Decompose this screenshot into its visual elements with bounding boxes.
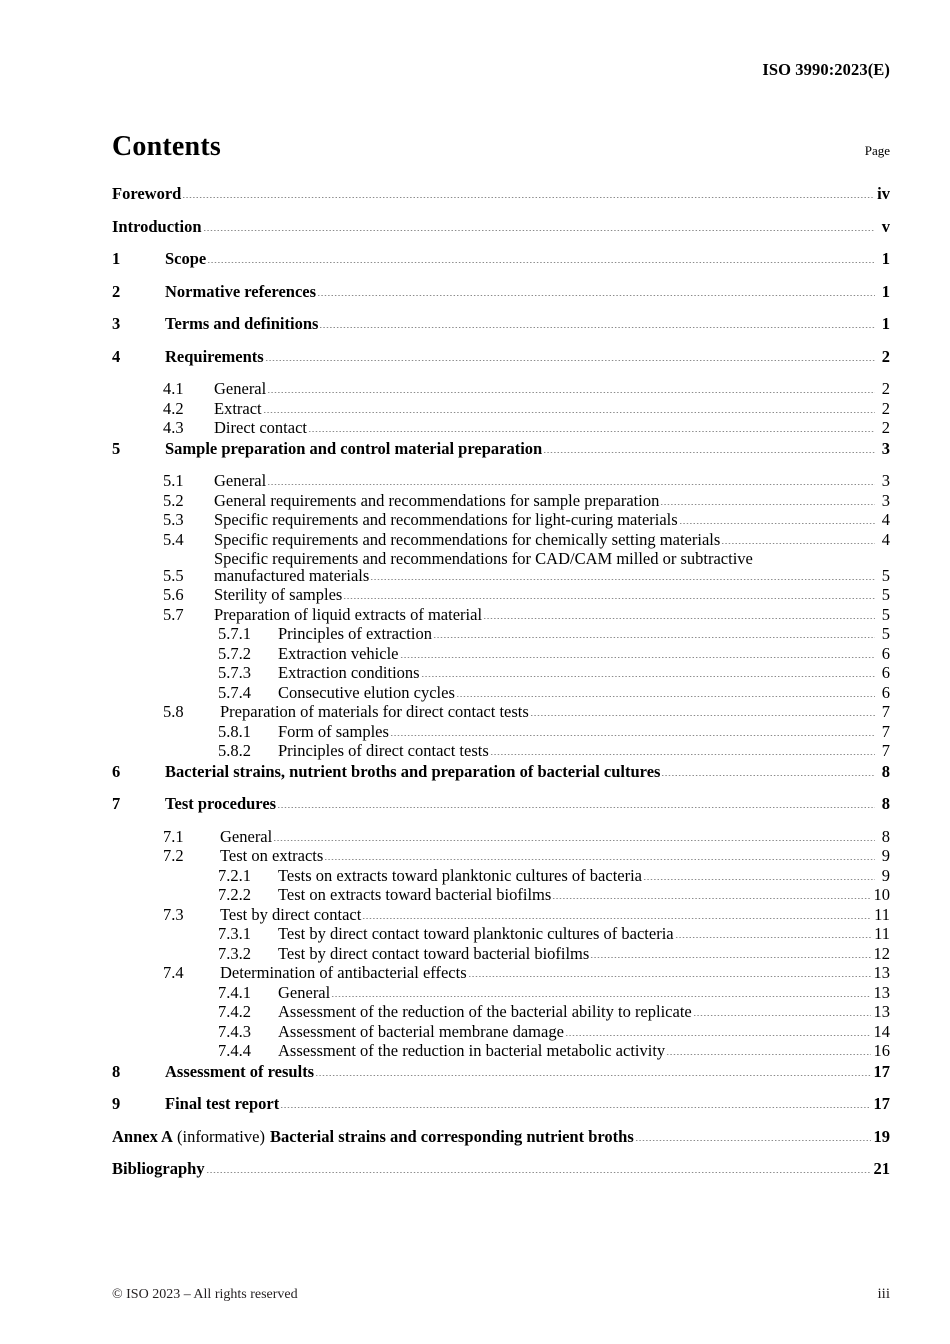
toc-entry-number: 5.2 (163, 490, 184, 510)
toc-entry-number: 7.3.2 (218, 943, 251, 963)
toc-entry-number: 5.8.2 (218, 741, 251, 760)
toc-entry-frontmatter-foreword[interactable] (112, 186, 890, 203)
toc-entry-subclause-7-2[interactable] (112, 848, 890, 865)
toc-entry-title-line2: manufactured materials (214, 565, 370, 585)
toc-entry-subsubclause-7-4-2[interactable] (112, 1004, 890, 1021)
toc-entry-annex-bacterial-strains-and-corresponding-nutrient-broths[interactable] (112, 1126, 890, 1146)
dot-leader (370, 568, 875, 585)
toc-entry-page-number: 10 (873, 885, 890, 904)
toc-entry-page-number: 9 (881, 846, 890, 865)
dot-leader (721, 532, 875, 549)
toc-entry-body (165, 1061, 890, 1081)
toc-entry-number: 4 (112, 346, 121, 366)
toc-entry-clause-1[interactable] (112, 251, 890, 268)
toc-entry-title: Bacterial strains, nutrient broths and preparation of bacterial cultures (165, 761, 661, 781)
dot-leader (362, 907, 871, 924)
toc-entry-subclause-5-8[interactable] (112, 704, 890, 721)
toc-entry-page-number: 5 (881, 624, 890, 643)
dot-leader (267, 381, 875, 398)
toc-entry-number: 7.4.1 (218, 982, 251, 1002)
toc-entry-page-number: 7 (881, 702, 890, 721)
toc-entry-page-number: iv (877, 184, 890, 203)
dot-leader (277, 796, 875, 813)
toc-entry-title: General requirements and recommendations for sample preparation (214, 490, 660, 510)
toc-entry-subsubclause-7-4-3[interactable] (112, 1021, 890, 1041)
toc-entry-number: 5 (112, 438, 121, 458)
toc-entry-body (165, 796, 890, 813)
toc-entry-page-number: 5 (881, 565, 890, 585)
dot-leader (660, 493, 875, 510)
dot-leader (565, 1024, 871, 1041)
toc-entry-number: 9 (112, 1094, 121, 1113)
toc-entry-title: General (278, 982, 331, 1002)
toc-entry-body (278, 982, 890, 1002)
toc-entry-page-number: 7 (881, 721, 890, 741)
toc-entry-subclause-4-2[interactable] (112, 398, 890, 418)
toc-entry-page-number: 1 (881, 249, 890, 268)
toc-entry-subclause-5-1[interactable] (112, 473, 890, 490)
toc-entry-page-number: 11 (874, 924, 890, 943)
toc-entry-number: 5.7.4 (218, 682, 251, 702)
toc-entry-number: 7.4.2 (218, 1002, 251, 1021)
toc-entry-title: Consecutive elution cycles (278, 682, 455, 702)
page-footer (112, 1286, 890, 1303)
toc-entry-number: 7.2 (163, 846, 184, 865)
toc-entry-title: Requirements (165, 346, 264, 366)
table-of-contents (112, 186, 890, 1194)
dot-leader (207, 251, 875, 268)
dot-leader (483, 607, 875, 624)
toc-entry-body (214, 381, 890, 398)
toc-entry-number: 5.7 (163, 604, 184, 624)
toc-entry-page-number: 5 (881, 604, 890, 624)
toc-entry-number: 5.7.1 (218, 624, 251, 643)
toc-entry-page-number: 12 (873, 943, 890, 963)
dot-leader (319, 316, 875, 333)
page-column-label: Page (864, 143, 890, 158)
toc-entry-page-number: 6 (881, 663, 890, 682)
toc-entry-title: Extract (214, 398, 262, 418)
toc-entry-body (214, 512, 890, 529)
toc-entry-title: Assessment of the reduction of the bacterial ability to replicate (278, 1002, 692, 1021)
toc-entry-frontmatter-bibliography[interactable] (112, 1161, 890, 1178)
dot-leader (661, 764, 875, 781)
toc-entry-subsubclause-5-8-1[interactable] (112, 721, 890, 741)
toc-entry-title: Principles of direct contact tests (278, 741, 489, 760)
toc-entry-subsubclause-5-7-3[interactable] (112, 665, 890, 682)
toc-entry-body (214, 529, 890, 549)
toc-entry-title: Extraction conditions (278, 663, 420, 682)
toc-entry-subclause-7-1[interactable] (112, 826, 890, 846)
toc-entry-title: Introduction (112, 216, 202, 236)
dot-leader (590, 946, 870, 963)
toc-entry-title: General (220, 826, 273, 846)
toc-entry-number: 1 (112, 249, 121, 268)
toc-entry-number: 4.3 (163, 418, 184, 437)
toc-entry-page-number: v (881, 216, 890, 236)
toc-entry-page-number: 2 (881, 346, 890, 366)
toc-entry-body (165, 316, 890, 333)
dot-leader (265, 349, 875, 366)
toc-entry-page-number: 5 (881, 585, 890, 604)
toc-entry-subsubclause-5-7-2[interactable] (112, 643, 890, 663)
toc-entry-title: Test by direct contact (220, 904, 362, 924)
toc-entry-page-number: 1 (881, 281, 890, 301)
dot-leader (530, 704, 875, 721)
toc-entry-subsubclause-5-7-4[interactable] (112, 682, 890, 702)
toc-entry-body (278, 943, 890, 963)
dot-leader (317, 284, 875, 301)
toc-entry-title: Assessment of the reduction in bacterial metabolic activity (278, 1041, 666, 1060)
toc-entry-subclause-5-6[interactable] (112, 587, 890, 604)
toc-entry-subsubclause-7-3-2[interactable] (112, 943, 890, 963)
toc-entry-number: 7.2.2 (218, 885, 251, 904)
toc-entry-page-number: 4 (881, 529, 890, 549)
toc-entry-page-number: 3 (881, 490, 890, 510)
dot-leader (552, 887, 870, 904)
toc-entry-page-number: 9 (881, 865, 890, 885)
toc-entry-body (214, 604, 890, 624)
toc-entry-body (278, 665, 890, 682)
toc-entry-number: 5.6 (163, 585, 184, 604)
toc-entry-number: 5.5 (163, 565, 184, 585)
toc-entry-clause-7[interactable] (112, 796, 890, 813)
toc-entry-title: Normative references (165, 281, 317, 301)
toc-entry-number: 3 (112, 314, 121, 333)
toc-entry-number: 7.1 (163, 826, 184, 846)
toc-entry-title: Test by direct contact toward bacterial biofilms (278, 943, 590, 963)
toc-entry-subclause-5-2[interactable] (112, 490, 890, 510)
toc-entry-page-number: 11 (874, 904, 890, 924)
toc-entry-title: Sample preparation and control material preparation (165, 438, 543, 458)
dot-leader (643, 868, 875, 885)
toc-entry-body (220, 965, 890, 982)
toc-entry-page-number: 2 (881, 398, 890, 418)
toc-entry-number: 7.3 (163, 904, 184, 924)
toc-entry-title: Test on extracts toward bacterial biofilms (278, 885, 552, 904)
toc-entry-clause-4[interactable] (112, 346, 890, 366)
dot-leader (433, 626, 875, 643)
toc-entry-page-number: 8 (881, 826, 890, 846)
toc-entry-number: 5.1 (163, 471, 184, 490)
dot-leader (308, 420, 875, 437)
toc-entry-number: 2 (112, 281, 121, 301)
toc-entry-body (278, 1004, 890, 1021)
toc-entry-number: 7.4 (163, 963, 184, 982)
toc-entry-page-number: 8 (881, 761, 890, 781)
toc-entry-number: 7 (112, 794, 121, 813)
toc-entry-title: Terms and definitions (165, 314, 319, 333)
toc-entry-title: Specific requirements and recommendations for light-curing materials (214, 510, 678, 529)
toc-entry-body (214, 587, 890, 604)
toc-entry-body (278, 743, 890, 760)
toc-entry-body (278, 865, 890, 885)
toc-entry-clause-6[interactable] (112, 761, 890, 781)
toc-entry-body (278, 682, 890, 702)
toc-entry-page-number: 21 (873, 1159, 890, 1178)
toc-entry-subsubclause-7-3-1[interactable] (112, 926, 890, 943)
toc-entry-title-continued (214, 565, 890, 585)
toc-entry-clause-3[interactable] (112, 316, 890, 333)
toc-entry-page-number: 13 (873, 1002, 890, 1021)
toc-entry-subclause-5-7[interactable] (112, 604, 890, 624)
toc-entry-number: 7.2.1 (218, 865, 251, 885)
toc-entry-title: Preparation of liquid extracts of material (214, 604, 483, 624)
toc-entry-subsubclause-7-4-1[interactable] (112, 982, 890, 1002)
toc-entry-body (220, 826, 890, 846)
dot-leader (206, 1161, 871, 1178)
standard-reference: ISO 3990:2023(E) (762, 60, 890, 79)
toc-entry-page-number: 7 (881, 741, 890, 760)
toc-entry-body (165, 438, 890, 458)
toc-entry-title: Sterility of samples (214, 585, 343, 604)
dot-leader (324, 848, 875, 865)
toc-entry-page-number: 2 (881, 379, 890, 398)
toc-entry-title: Bibliography (112, 1159, 205, 1178)
toc-entry-body (278, 887, 890, 904)
toc-entry-title: General (214, 471, 267, 490)
toc-entry-clause-2[interactable] (112, 281, 890, 301)
dot-leader (343, 587, 875, 604)
dot-leader (421, 665, 875, 682)
dot-leader (679, 512, 875, 529)
dot-leader (635, 1129, 871, 1146)
copyright-notice: © ISO 2023 – All rights reserved (112, 1287, 298, 1302)
toc-entry-title: Foreword (112, 184, 182, 203)
toc-entry-body (112, 1161, 890, 1178)
toc-entry-body (220, 848, 890, 865)
toc-entry-number: 5.8.1 (218, 721, 251, 741)
toc-entry-number: 5.7.2 (218, 643, 251, 663)
toc-entry-body (278, 1021, 890, 1041)
toc-entry-page-number: 1 (881, 314, 890, 333)
toc-entry-title: General (214, 379, 267, 398)
toc-entry-title: Assessment of results (165, 1061, 315, 1081)
toc-entry-title: Tests on extracts toward planktonic cultures of bacteria (278, 865, 643, 885)
toc-entry-title: Principles of extraction (278, 624, 432, 643)
toc-entry-subsubclause-7-4-4[interactable] (112, 1043, 890, 1060)
toc-entry-title: Direct contact (214, 418, 307, 437)
toc-entry-page-number: 13 (873, 982, 890, 1002)
contents-title-row (112, 131, 890, 163)
dot-leader (273, 829, 875, 846)
dot-leader (263, 401, 875, 418)
document-header (0, 60, 950, 80)
toc-entry-body (214, 420, 890, 437)
dot-leader (400, 646, 876, 663)
toc-entry-clause-9[interactable] (112, 1096, 890, 1113)
toc-entry-number: 5.4 (163, 529, 184, 549)
dot-leader (267, 473, 875, 490)
toc-entry-body (112, 216, 890, 236)
toc-entry-body (165, 281, 890, 301)
toc-entry-title: Extraction vehicle (278, 643, 399, 663)
toc-entry-number: 8 (112, 1061, 121, 1081)
toc-entry-title: Specific requirements and recommendations for CAD/CAM milled or subtractive (214, 549, 753, 568)
dot-leader (468, 965, 871, 982)
toc-entry-subsubclause-7-2-2[interactable] (112, 887, 890, 904)
toc-entry-title: Form of samples (278, 721, 389, 741)
dot-leader (182, 186, 874, 203)
toc-entry-body (278, 643, 890, 663)
toc-entry-page-number: 2 (881, 418, 890, 437)
toc-entry-page-number: 19 (873, 1126, 890, 1146)
toc-entry-page-number: 17 (873, 1094, 890, 1113)
toc-entry-number: 7.4.4 (218, 1041, 251, 1060)
dot-leader (280, 1096, 870, 1113)
toc-entry-body (112, 186, 890, 203)
dot-leader (315, 1064, 870, 1081)
toc-entry-body (214, 473, 890, 490)
toc-entry-page-number: 3 (881, 471, 890, 490)
toc-entry-number: 4.2 (163, 398, 184, 418)
toc-entry-title: Test on extracts (220, 846, 324, 865)
toc-entry-subsubclause-5-7-1[interactable] (112, 626, 890, 643)
annex-label: Annex A (112, 1126, 173, 1146)
toc-entry-title: Scope (165, 249, 207, 268)
toc-entry-page-number: 6 (881, 643, 890, 663)
toc-entry-number: 5.3 (163, 510, 184, 529)
toc-entry-frontmatter-introduction[interactable] (112, 216, 890, 236)
toc-entry-subclause-7-3[interactable] (112, 904, 890, 924)
toc-entry-body (278, 1043, 890, 1060)
toc-entry-body (278, 926, 890, 943)
toc-entry-body (165, 761, 890, 781)
toc-entry-number: 6 (112, 761, 121, 781)
toc-entry-title: Preparation of materials for direct contact tests (220, 702, 529, 721)
toc-entry-title: Assessment of bacterial membrane damage (278, 1021, 564, 1041)
toc-entry-body (214, 398, 890, 418)
footer-page-number: iii (877, 1286, 890, 1302)
toc-entry-page-number: 6 (881, 682, 890, 702)
toc-entry-number: 5.7.3 (218, 663, 251, 682)
toc-entry-number: 4.1 (163, 379, 184, 398)
toc-entry-body (220, 704, 890, 721)
annex-kind: (informative) (176, 1126, 265, 1146)
toc-entry-subclause-4-3[interactable] (112, 420, 890, 437)
toc-entry-subclause-4-1[interactable] (112, 381, 890, 398)
toc-entry-clause-8[interactable] (112, 1061, 890, 1081)
toc-entry-page-number: 16 (873, 1041, 890, 1060)
toc-entry-title: Bacterial strains and corresponding nutrient broths (269, 1126, 634, 1146)
toc-entry-body (278, 721, 890, 741)
toc-entry-number: 5.8 (163, 702, 184, 721)
toc-entry-subclause-5-5[interactable] (112, 551, 890, 584)
toc-entry-body (165, 251, 890, 268)
dot-leader (543, 441, 875, 458)
dot-leader (331, 985, 870, 1002)
toc-entry-subsubclause-5-8-2[interactable] (112, 743, 890, 760)
toc-entry-body (165, 1096, 890, 1113)
toc-entry-page-number: 13 (873, 963, 890, 982)
toc-entry-body (214, 490, 890, 510)
dot-leader (675, 926, 872, 943)
toc-entry-number: 7.3.1 (218, 924, 251, 943)
toc-entry-title: Final test report (165, 1094, 280, 1113)
dot-leader (490, 743, 875, 760)
toc-entry-title: Test procedures (165, 794, 277, 813)
toc-entry-page-number: 4 (881, 510, 890, 529)
toc-entry-page-number: 3 (881, 438, 890, 458)
toc-entry-body (112, 1126, 890, 1146)
toc-entry-title: Test by direct contact toward planktonic cultures of bacteria (278, 924, 674, 943)
toc-entry-number: 7.4.3 (218, 1021, 251, 1041)
toc-entry-page-number: 14 (873, 1021, 890, 1041)
toc-entry-subclause-5-4[interactable] (112, 529, 890, 549)
toc-entry-page-number: 17 (873, 1061, 890, 1081)
toc-entry-body (165, 346, 890, 366)
page-title: Contents (112, 131, 221, 162)
toc-entry-body (278, 626, 890, 643)
dot-leader (456, 685, 875, 702)
toc-entry-body (214, 551, 890, 584)
toc-entry-page-number: 8 (881, 794, 890, 813)
dot-leader (693, 1004, 871, 1021)
toc-entry-subsubclause-7-2-1[interactable] (112, 865, 890, 885)
toc-entry-subclause-7-4[interactable] (112, 965, 890, 982)
dot-leader (390, 724, 875, 741)
dot-leader (203, 219, 875, 236)
toc-entry-clause-5[interactable] (112, 438, 890, 458)
toc-entry-title: Determination of antibacterial effects (220, 963, 467, 982)
toc-entry-body (220, 904, 890, 924)
toc-entry-subclause-5-3[interactable] (112, 512, 890, 529)
dot-leader (666, 1043, 870, 1060)
toc-entry-title: Specific requirements and recommendations for chemically setting materials (214, 529, 721, 549)
